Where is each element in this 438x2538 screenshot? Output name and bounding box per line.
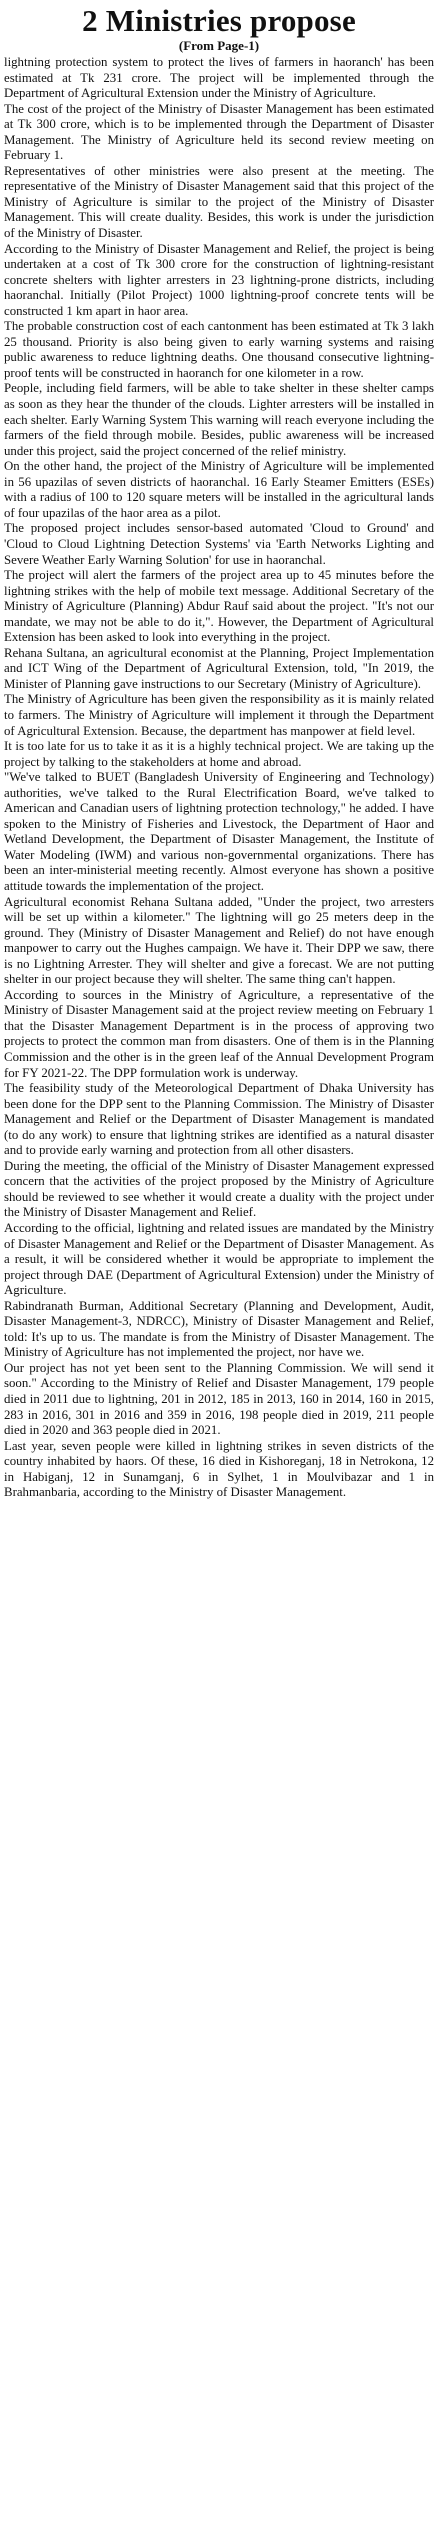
article-paragraph: According to the official, lightning and related issues are mandated by the Ministry of Disaster Management and Relief or the Department of Disaster Management. As a result, it will be considered whether it would be appropriate to implement the project through DAE (Department of Agricultural Extension) under the Ministry of Agriculture. <box>4 1221 434 1298</box>
article-paragraph: The project will alert the farmers of the project area up to 45 minutes before the lightning strikes with the help of mobile text message. Additional Secretary of the Ministry of Agriculture (Planning) Abdur Rauf said about the project. "It's not our mandate, we may not be able to do it,". However, the Department of Agricultural Extension has been asked to look into everything in the project. <box>4 568 434 645</box>
article-paragraph: According to the Ministry of Disaster Management and Relief, the project is being undertaken at a cost of Tk 300 crore for the construction of lightning-resistant concrete shelters with lighter arresters in 23 lightning-prone districts, including haoranchal. Initially (Pilot Project) 1000 lightning-proof concrete tents will be constructed 1 km apart in haor area. <box>4 241 434 318</box>
article-paragraph: During the meeting, the official of the Ministry of Disaster Management expressed concern that the activities of the project proposed by the Ministry of Agriculture should be reviewed to see whether it would create a duality with the project under the Ministry of Disaster Management and Relief. <box>4 1158 434 1220</box>
article-paragraph: Rabindranath Burman, Additional Secretary (Planning and Development, Audit, Disaster Management-3, NDRCC), Ministry of Disaster Management and Relief, told: It's up to us. The mandate is from the Ministry of Disaster Management. The Ministry of Agriculture has not implemented the project, nor have we. <box>4 1298 434 1360</box>
article-paragraph: It is too late for us to take it as it is a highly technical project. We are taking up the project by talking to the stakeholders at home and abroad. <box>4 739 434 769</box>
article-paragraph: On the other hand, the project of the Ministry of Agriculture will be implemented in 56 upazilas of seven districts of haoranchal. 16 Early Steamer Emitters (ESEs) with a radius of 100 to 120 square meters will be installed in the agricultural lands of four upazilas of the haor area as a pilot. <box>4 459 434 520</box>
article-paragraph: Last year, seven people were killed in lightning strikes in seven districts of the country inhabited by haors. Of these, 16 died in Kishoreganj, 18 in Netrokona, 12 in Habiganj, 12 in Sunamganj, 6 in Sylhet, 1 in Moulvibazar and 1 in Brahmanbaria, according to the Ministry of Disaster Management. <box>4 1438 434 1500</box>
article-paragraph: The probable construction cost of each cantonment has been estimated at Tk 3 lakh 25 thousand. Priority is also being given to early warning systems and raising public awareness to reduce lightning deaths. One thousand consecutive lightning-proof tents will be constructed in haoranch for one kilometer in a row. <box>4 319 434 380</box>
article-body <box>4 55 434 1501</box>
article-paragraph: People, including field farmers, will be able to take shelter in these shelter camps as soon as they hear the thunder of the clouds. Lighter arresters will be installed in each shelter. Early Warning System This warning will reach everyone including the farmers of the field through mobile. Besides, public awareness will be increased under this project, said the project concerned of the relief ministry. <box>4 381 434 458</box>
article-paragraph: lightning protection system to protect the lives of farmers in haoranch' has been estimated at Tk 231 crore. The project will be implemented through the Department of Agricultural Extension under the Ministry of Agriculture. <box>4 55 434 101</box>
article-paragraph: The Ministry of Agriculture has been given the responsibility as it is mainly related to farmers. The Ministry of Agriculture will implement it through the Department of Agricultural Extension. Because, the department has manpower at field level. <box>4 692 434 738</box>
article-paragraph: The cost of the project of the Ministry of Disaster Management has been estimated at Tk 300 crore, which is to be implemented through the Department of Disaster Management. The Ministry of Agriculture held its second review meeting on February 1. <box>4 101 434 163</box>
article-paragraph: Agricultural economist Rehana Sultana added, "Under the project, two arresters will be set up within a kilometer." The lightning will go 25 meters deep in the ground. They (Ministry of Disaster Management and Relief) do not have enough manpower to carry out the Hughes campaign. We have it. Their DPP we saw, there is no Lightning Arrester. They will shelter and give a forecast. We are not putting shelter in our project because they will shelter. The same thing can't happen. <box>4 894 434 987</box>
headline: 2 Ministries propose <box>82 3 356 38</box>
article-paragraph: Rehana Sultana, an agricultural economist at the Planning, Project Implementation and ICT Wing of the Department of Agricultural Extension, told, "In 2019, the Minister of Planning gave instructions to our Secretary (Ministry of Agriculture). <box>4 645 434 691</box>
continuation-label: (From Page-1) <box>178 38 260 53</box>
article-paragraph: Representatives of other ministries were also present at the meeting. The representative of the Ministry of Disaster Management said that this project of the Ministry of Agriculture is similar to the project of the Ministry of Disaster Management. This will create duality. Besides, this work is under the jurisdiction of the Ministry of Disaster. <box>4 163 434 241</box>
article-paragraph: According to sources in the Ministry of Agriculture, a representative of the Ministry of Disaster Management said at the project review meeting on February 1 that the Disaster Management Department is in the process of approving two projects to protect the common man from disasters. One of them is in the Planning Commission and the other is in the green leaf of the Annual Development Program for FY 2021-22. The DPP formulation work is underway. <box>4 987 434 1080</box>
article-paragraph: "We've talked to BUET (Bangladesh University of Engineering and Technology) authorities, we've talked to the Rural Electrification Board, we've talked to American and Canadian users of lightning protection technology," he added. I have spoken to the Ministry of Fisheries and Livestock, the Department of Haor and Wetland Development, the Department of Disaster Management, the Institute of Water Modeling (IWM) and various non-governmental organizations. There has been an inter-ministerial meeting recently. Almost everyone has shown a positive attitude towards the implementation of the project. <box>4 770 434 893</box>
article-paragraph: Our project has not yet been sent to the Planning Commission. We will send it soon." According to the Ministry of Relief and Disaster Management, 179 people died in 2011 due to lightning, 201 in 2012, 185 in 2013, 160 in 2014, 160 in 2015, 283 in 2016, 301 in 2016 and 359 in 2016, 198 people died in 2019, 211 people died in 2020 and 363 people died in 2021. <box>4 1360 434 1438</box>
article-paragraph: The feasibility study of the Meteorological Department of Dhaka University has been done for the DPP sent to the Planning Commission. The Ministry of Disaster Management and Relief or the Department of Disaster Management is mandated (to do any work) to ensure that lightning strikes are identified as a natural disaster and to provide early warning and protection from all other disasters. <box>4 1081 434 1158</box>
article-paragraph: The proposed project includes sensor-based automated 'Cloud to Ground' and 'Cloud to Cloud Lightning Detection Systems' via 'Earth Networks Lighting and Severe Weather Early Warning Solution' for use in haoranchal. <box>4 521 434 567</box>
